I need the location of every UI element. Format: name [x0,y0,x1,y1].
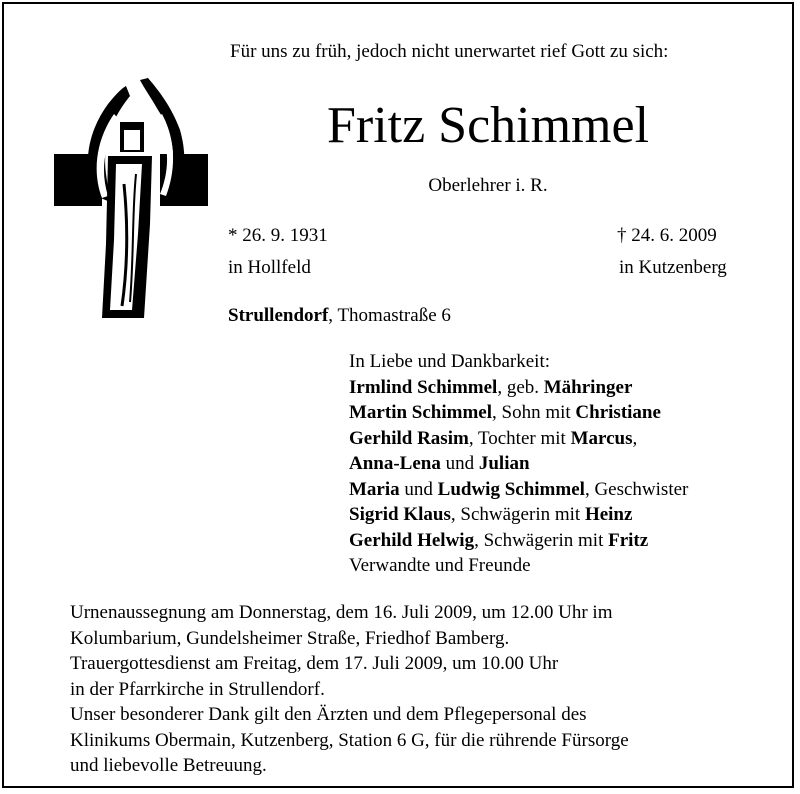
closing-text [70,600,629,779]
mourner-name: Marcus [570,427,633,449]
closing-line: Trauergottesdienst am Freitag, dem 17. Juli 2009, um 10.00 Uhr [70,653,559,674]
mourner-line [349,502,688,528]
mourner-name: Sigrid Klaus [349,504,451,525]
birth-date: * 26. 9. 1931 [228,225,328,246]
mourner-name: Martin Schimmel [349,402,493,423]
closing-line: Unser besonderer Dank gilt den Ärzten und dem Pflegepersonal des [70,704,587,725]
birth-place: in Hollfeld [228,257,311,278]
mourner-line [349,477,688,503]
mourner-name: Anna-Lena [349,453,441,474]
obituary-notice [2,2,794,788]
mourners-list [349,349,688,579]
death-place: in Kutzenberg [619,257,727,278]
closing-line: in der Pfarrkirche in Strullendorf. [70,678,325,700]
mourner-line [349,451,688,477]
mourner-relation: , Schwägerin mit [450,504,585,525]
address-street: , Thomastraße 6 [328,305,451,326]
mourner-name: Gerhild Rasim [349,427,469,449]
mourner-relation: und [399,478,438,500]
deceased-title: Oberlehrer i. R. [428,175,548,196]
address [228,304,451,328]
mourner-name: Ludwig Schimmel [437,478,585,500]
closing-line: Klinikums Obermain, Kutzenberg, Station 6 G, für die rührende Fürsorge [70,729,629,751]
address-town: Strullendorf [228,305,329,326]
mourner-name: Heinz [584,504,633,525]
mourner-relation: und [440,453,479,474]
deceased-name: Fritz Schimmel [326,97,650,154]
closing-line: Kolumbarium, Gundelsheimer Straße, Friedhof Bamberg. [70,627,510,649]
intro-line: Für uns zu früh, jedoch nicht unerwartet rief Gott zu sich: [230,41,669,62]
mourner-name: Julian [478,453,530,474]
mourner-lines [349,375,688,579]
mourner-line [349,426,688,452]
mourner-relation: Verwandte und Freunde [349,555,531,576]
mourner-relation: , [632,427,638,449]
mourner-line [349,528,688,554]
mourner-relation: , Tochter mit [468,427,571,449]
mourner-line [349,553,688,579]
closing-line: und liebevolle Betreuung. [70,755,267,776]
mourners-heading: In Liebe und Dankbarkeit: [349,351,551,372]
mourner-relation: , Sohn mit [492,402,576,423]
mourner-line [349,400,688,426]
mourner-relation: , geb. [497,376,544,398]
mourner-name: Christiane [575,402,661,423]
mourner-relation: , Schwägerin mit [474,529,609,551]
mourner-relation: , Geschwister [584,478,689,500]
death-date: † 24. 6. 2009 [617,225,717,246]
mourner-name: Maria [349,478,400,500]
mourner-name: Irmlind Schimmel [349,376,498,398]
closing-line: Urnenaussegnung am Donnerstag, dem 16. Juli 2009, um 12.00 Uhr im [70,602,613,623]
mourner-name: Fritz [608,529,649,551]
mourner-line [349,375,688,401]
mourner-name: Mähringer [543,376,633,398]
mourner-name: Gerhild Helwig [349,529,475,551]
